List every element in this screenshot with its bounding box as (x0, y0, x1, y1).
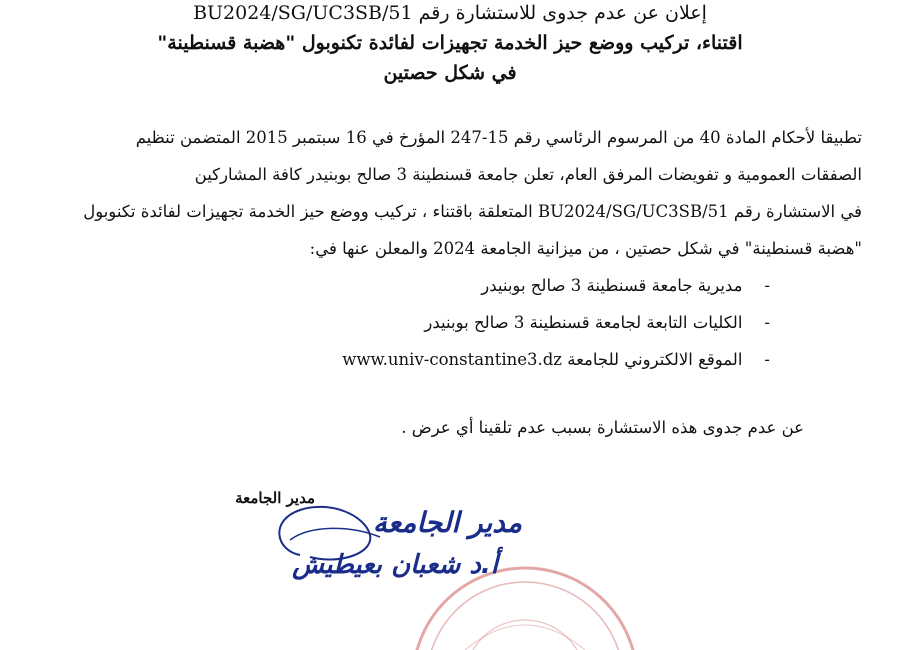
list-item (342, 350, 770, 387)
stamp-title: مدير الجامعة (372, 506, 522, 539)
bullet-dash: - (764, 276, 770, 295)
body-line-3: في الاستشارة رقم BU2024/SG/UC3SB/51 المتعلقة باقتناء ، تركيب ووضع حيز الخدمة تجهيزات لفائدة تكنوبول (83, 202, 862, 221)
body-line-4: "هضبة قسنطينة" في شكل حصتين ، من ميزانية الجامعة 2024 والمعلن عنها في: (309, 239, 862, 258)
bullet-dash: - (764, 313, 770, 332)
body-line-2: الصفقات العمومية و تفويضات المرفق العام، تعلن جامعة قسنطينة 3 صالح بوبنيدر كافة المشاركين (194, 165, 862, 184)
publication-list (342, 276, 770, 387)
announcement-lots: في شكل حصتين (383, 62, 517, 84)
signer-title: مدير الجامعة (235, 489, 315, 507)
list-item (342, 313, 770, 350)
announcement-title: إعلان عن عدم جدوى للاستشارة رقم BU2024/SG/UC3SB/51 (193, 2, 707, 24)
bullet-dash: - (764, 350, 770, 369)
list-item-text: الكليات التابعة لجامعة قسنطينة 3 صالح بوبنيدر (424, 313, 743, 332)
list-item (342, 276, 770, 313)
list-item-text: الموقع الالكتروني للجامعة www.univ-constantine3.dz (342, 350, 743, 369)
announcement-subject: اقتناء، تركيب ووضع حيز الخدمة تجهيزات لفائدة تكنوبول "هضبة قسنطينة" (157, 32, 743, 54)
stamp-name: أ.د شعبان بعيطيش (292, 550, 498, 580)
conclusion-text: عن عدم جدوى هذه الاستشارة بسبب عدم تلقينا أي عرض . (401, 418, 804, 437)
body-line-1: تطبيقا لأحكام المادة 40 من المرسوم الرئاسي رقم 15-247 المؤرخ في 16 سبتمبر 2015 المتضمن تنظيم (135, 128, 862, 147)
list-item-text: مديرية جامعة قسنطينة 3 صالح بوبنيدر (481, 276, 743, 295)
